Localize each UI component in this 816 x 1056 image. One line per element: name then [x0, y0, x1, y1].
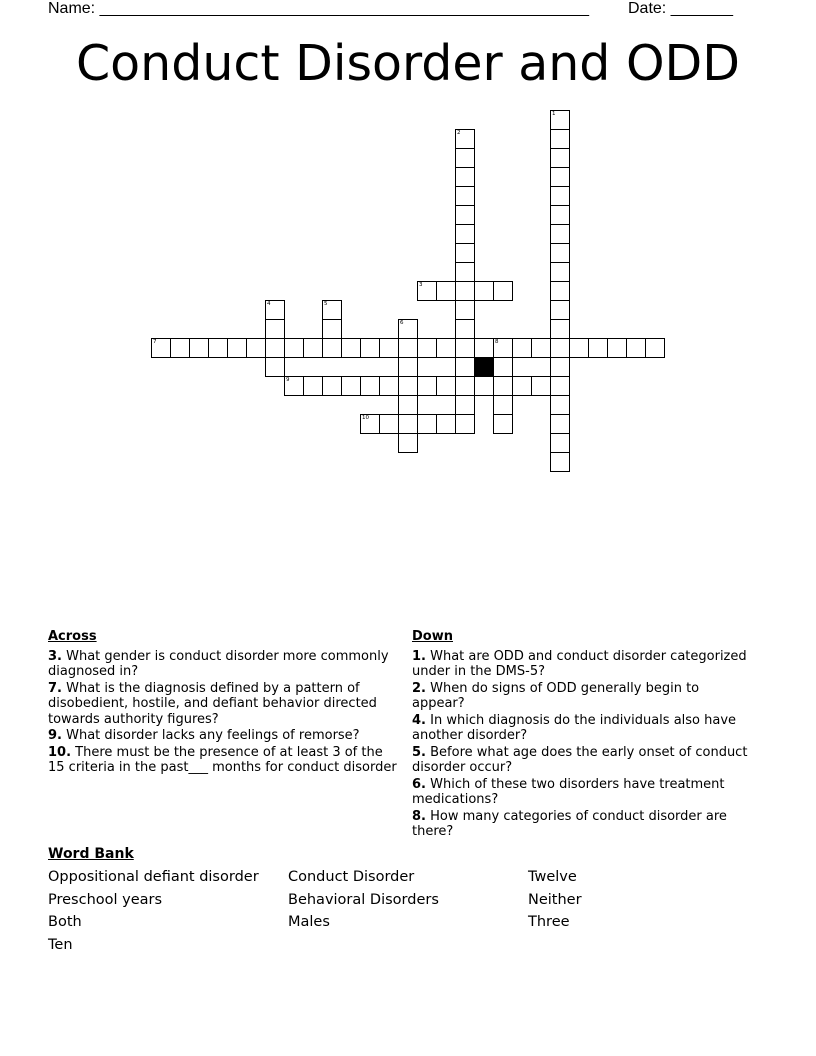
crossword-cell[interactable]: [417, 376, 437, 396]
crossword-cell[interactable]: [455, 262, 475, 282]
crossword-cell[interactable]: [322, 376, 342, 396]
clue-number-label: 10: [362, 415, 369, 421]
down-clue-8: [412, 809, 752, 840]
crossword-cell[interactable]: [303, 338, 323, 358]
name-field-label: Name: _______________________________________________________: [48, 0, 589, 17]
crossword-cell[interactable]: [550, 281, 570, 301]
crossword-cell[interactable]: [550, 338, 570, 358]
clue-number: 7.: [48, 680, 62, 696]
word-bank-item: Conduct Disorder: [288, 869, 415, 885]
crossword-cell[interactable]: [550, 205, 570, 225]
crossword-cell[interactable]: [379, 338, 399, 358]
crossword-cell[interactable]: [550, 186, 570, 206]
crossword-cell[interactable]: [265, 338, 285, 358]
crossword-cell[interactable]: [455, 300, 475, 320]
down-clue-1: [412, 649, 752, 680]
across-clue-10: [48, 745, 400, 776]
crossword-cell[interactable]: [474, 281, 494, 301]
crossword-cell[interactable]: [531, 338, 551, 358]
clue-number: 1.: [412, 648, 426, 664]
down-clues: [412, 629, 752, 841]
word-bank-item: Both: [48, 914, 82, 930]
clue-number-label: 7: [153, 339, 157, 345]
crossword-cell[interactable]: [455, 319, 475, 339]
crossword-cell[interactable]: [436, 376, 456, 396]
word-bank-item: Three: [528, 914, 570, 930]
clue-text: What disorder lacks any feelings of remorse?: [66, 728, 360, 743]
crossword-cell[interactable]: [455, 167, 475, 187]
crossword-cell[interactable]: [322, 319, 342, 339]
crossword-cell[interactable]: [436, 281, 456, 301]
crossword-cell[interactable]: [588, 338, 608, 358]
crossword-cell[interactable]: [550, 129, 570, 149]
clue-number: 2.: [412, 680, 426, 696]
crossword-cell[interactable]: [607, 338, 627, 358]
crossword-cell[interactable]: [189, 338, 209, 358]
crossword-cell[interactable]: [208, 338, 228, 358]
down-clue-4: [412, 713, 752, 744]
crossword-cell[interactable]: [227, 338, 247, 358]
clue-number: 9.: [48, 728, 62, 743]
crossword-cell[interactable]: [550, 243, 570, 263]
crossword-cell[interactable]: [246, 338, 266, 358]
clue-text: What is the diagnosis defined by a pattern of disobedient, hostile, and defiant behavior directed towards authority figures?: [48, 680, 377, 727]
clue-number: 8.: [412, 808, 426, 824]
crossword-cell[interactable]: [417, 338, 437, 358]
crossword-cell[interactable]: [455, 224, 475, 244]
word-bank-item: Ten: [48, 937, 73, 953]
crossword-cell[interactable]: [398, 357, 418, 377]
crossword-cell[interactable]: [493, 376, 513, 396]
crossword-cell[interactable]: [284, 338, 304, 358]
word-bank-item: Twelve: [528, 869, 577, 885]
date-field-label: Date: _______: [628, 0, 733, 17]
crossword-cell[interactable]: [417, 414, 437, 434]
crossword-cell[interactable]: [398, 338, 418, 358]
clue-number: 3.: [48, 648, 62, 664]
word-bank-item: Behavioral Disorders: [288, 892, 439, 908]
clue-text: Which of these two disorders have treatment medications?: [412, 776, 725, 807]
crossword-cell[interactable]: [455, 357, 475, 377]
crossword-cell[interactable]: [436, 338, 456, 358]
clue-text: In which diagnosis do the individuals also have another disorder?: [412, 712, 737, 743]
crossword-cell[interactable]: [493, 281, 513, 301]
clue-text: What are ODD and conduct disorder categorized under in the DMS-5?: [412, 648, 747, 679]
word-bank-item: Neither: [528, 892, 582, 908]
clue-number-label: 6: [400, 320, 404, 326]
crossword-cell[interactable]: [626, 338, 646, 358]
crossword-cell[interactable]: [341, 338, 361, 358]
crossword-cell[interactable]: [322, 338, 342, 358]
clue-number: 10.: [48, 744, 72, 760]
crossword-grid: [0, 0, 816, 480]
crossword-cell[interactable]: [455, 395, 475, 415]
crossword-cell[interactable]: [493, 357, 513, 377]
crossword-cell[interactable]: [455, 414, 475, 434]
clue-number: 5.: [412, 744, 426, 760]
down-clue-2: [412, 681, 752, 712]
clue-text: What gender is conduct disorder more commonly diagnosed in?: [48, 648, 389, 679]
crossword-cell[interactable]: [550, 357, 570, 377]
clue-number: 4.: [412, 712, 426, 728]
crossword-cell[interactable]: [379, 414, 399, 434]
crossword-cell[interactable]: [455, 281, 475, 301]
clue-number-label: 4: [267, 301, 271, 307]
across-clue-9: [48, 728, 400, 744]
crossword-cell[interactable]: [550, 414, 570, 434]
crossword-cell[interactable]: [455, 205, 475, 225]
crossword-cell[interactable]: [550, 167, 570, 187]
crossword-cell[interactable]: [550, 376, 570, 396]
crossword-cell[interactable]: [398, 414, 418, 434]
clue-number-label: 1: [552, 111, 556, 117]
clue-text: How many categories of conduct disorder are there?: [412, 808, 727, 839]
across-clue-7: [48, 681, 400, 728]
crossword-cell[interactable]: [550, 262, 570, 282]
crossword-cell[interactable]: [455, 148, 475, 168]
crossword-cell[interactable]: [512, 338, 532, 358]
clue-number: 6.: [412, 776, 426, 792]
clue-number-label: 9: [286, 377, 290, 383]
down-clue-6: [412, 777, 752, 808]
crossword-cell[interactable]: [550, 452, 570, 472]
crossword-cell[interactable]: [265, 357, 285, 377]
crossword-cell[interactable]: [474, 338, 494, 358]
page-title: Conduct Disorder and ODD: [75, 35, 741, 92]
crossword-cell[interactable]: [512, 376, 532, 396]
clue-text: When do signs of ODD generally begin to appear?: [412, 680, 700, 711]
crossword-cell[interactable]: [341, 376, 361, 396]
clue-text: There must be the presence of at least 3 of the 15 criteria in the past___ months for conduct disorder: [48, 744, 397, 775]
crossword-cell[interactable]: [455, 338, 475, 358]
clue-number-label: 5: [324, 301, 328, 307]
black-square: [474, 357, 494, 377]
clue-number-label: 8: [495, 339, 499, 345]
crossword-cell[interactable]: [379, 376, 399, 396]
clue-number-label: 2: [457, 130, 461, 136]
crossword-cell[interactable]: [303, 376, 323, 396]
clue-number-label: 3: [419, 282, 423, 288]
crossword-cell[interactable]: [550, 224, 570, 244]
crossword-cell[interactable]: [455, 376, 475, 396]
across-clues: [48, 629, 400, 777]
crossword-cell[interactable]: [436, 414, 456, 434]
crossword-cell[interactable]: [170, 338, 190, 358]
crossword-cell[interactable]: [550, 433, 570, 453]
across-heading: Across: [48, 629, 97, 644]
word-bank-item: Males: [288, 914, 330, 930]
crossword-cell[interactable]: [360, 338, 380, 358]
crossword-cell[interactable]: [550, 148, 570, 168]
crossword-cell[interactable]: [569, 338, 589, 358]
crossword-cell[interactable]: [531, 376, 551, 396]
crossword-cell[interactable]: [455, 186, 475, 206]
crossword-cell[interactable]: [493, 395, 513, 415]
word-bank-item: Preschool years: [48, 892, 163, 908]
word-bank-item: Oppositional defiant disorder: [48, 869, 259, 885]
crossword-cell[interactable]: [398, 433, 418, 453]
crossword-cell[interactable]: [550, 319, 570, 339]
crossword-cell[interactable]: [550, 395, 570, 415]
crossword-cell[interactable]: [398, 376, 418, 396]
crossword-cell[interactable]: [455, 243, 475, 263]
crossword-cell[interactable]: [398, 395, 418, 415]
down-heading: Down: [412, 629, 453, 644]
across-clue-3: [48, 649, 400, 680]
crossword-cell[interactable]: [265, 319, 285, 339]
crossword-cell[interactable]: [360, 376, 380, 396]
crossword-cell[interactable]: [550, 300, 570, 320]
word-bank-heading: Word Bank: [48, 846, 134, 862]
crossword-cell[interactable]: [474, 376, 494, 396]
down-clue-5: [412, 745, 752, 776]
crossword-cell[interactable]: [645, 338, 665, 358]
crossword-cell[interactable]: [493, 414, 513, 434]
clue-text: Before what age does the early onset of conduct disorder occur?: [412, 744, 748, 775]
